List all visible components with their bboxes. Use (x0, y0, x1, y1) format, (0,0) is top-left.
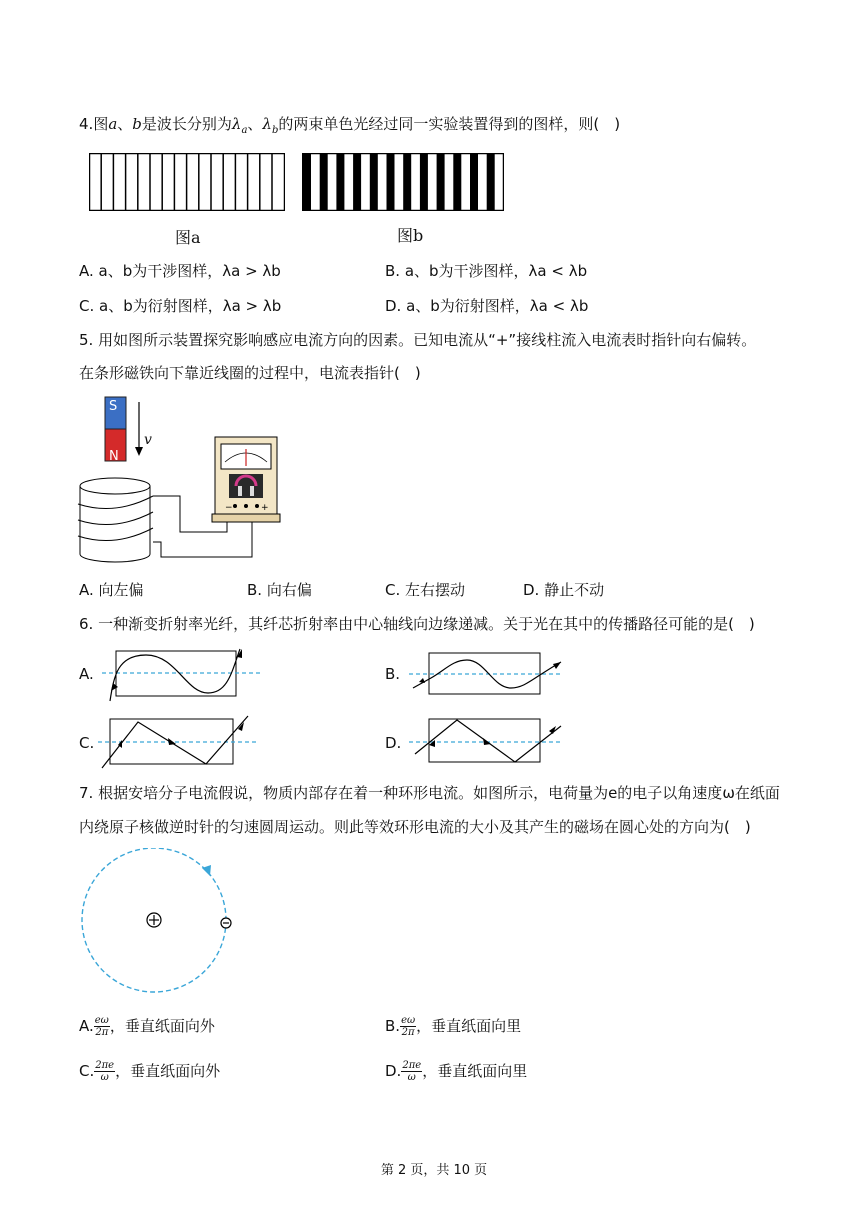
q7-option-b[interactable]: B. $\frac{e\omega}{2\pi}$ ，垂直纸面向里 (385, 1015, 522, 1038)
q4-option-b[interactable]: B. a、b为干涉图样，λa < λb (385, 262, 588, 280)
fringe-bar (387, 154, 395, 210)
fringe-bar (336, 154, 344, 210)
induction-apparatus-diagram (75, 392, 290, 572)
q4-stem: 4.图a、b是波长分别为$\lambda_a$、$\lambda_b$的两束单色光经过同一实验装置得到的图样，则( ) (79, 115, 621, 136)
fringe-bar (303, 154, 311, 210)
fringe-bar (487, 154, 495, 210)
page-footer: 第 2 页，共 10 页 (380, 1163, 488, 1178)
q5-stem-line2: 在条形磁铁向下靠近线圈的过程中，电流表指针( ) (79, 364, 421, 382)
q4-option-d[interactable]: D. a、b为衍射图样，λa < λb (385, 297, 589, 315)
fringe-bar (420, 154, 428, 210)
q5-option-c[interactable]: C. 左右摆动 (385, 581, 466, 599)
fiber-path-option-b[interactable] (405, 648, 570, 700)
fringe-pattern-a (89, 153, 285, 211)
fringe-bar (403, 154, 411, 210)
q6-option-d-label[interactable]: D. (385, 734, 402, 752)
fiber-path-option-d[interactable] (405, 712, 570, 772)
q6-option-a-label[interactable]: A. (79, 665, 94, 683)
q6-option-c-label[interactable]: C. (79, 734, 95, 752)
q5-option-b[interactable]: B. 向右偏 (247, 581, 312, 599)
fig-a-caption: 图a (175, 228, 201, 247)
fiber-path-option-a[interactable] (100, 645, 265, 705)
meter-plus-label: + (261, 503, 269, 513)
q7-stem-line2: 内绕原子核做逆时针的匀速圆周运动。则此等效环形电流的大小及其产生的磁场在圆心处的方向为( ) (79, 818, 751, 836)
fringe-bar (437, 154, 445, 210)
electron-orbit-diagram (78, 848, 238, 998)
velocity-label: v (144, 432, 152, 448)
meter-minus-label: − (225, 503, 233, 513)
fringe-bar (320, 154, 328, 210)
q4-option-c[interactable]: C. a、b为衍射图样，λa > λb (79, 297, 282, 315)
q5-stem-line1: 5. 用如图所示装置探究影响感应电流方向的因素。已知电流从“+”接线柱流入电流表时指针向右偏转。 (79, 331, 757, 349)
q4-option-a[interactable]: A. a、b为干涉图样，λa > λb (79, 262, 281, 280)
fig-b-caption: 图b (397, 226, 424, 245)
q7-option-a[interactable]: A. $\frac{e\omega}{2\pi}$ ，垂直纸面向外 (79, 1015, 215, 1038)
fringe-pattern-b (302, 153, 504, 211)
q5-option-a[interactable]: A. 向左偏 (79, 581, 144, 599)
q7-option-d[interactable]: D. $\frac{2\pi e}{\omega}$ ，垂直纸面向里 (385, 1060, 528, 1083)
fringe-bar (453, 154, 461, 210)
fringe-bar (370, 154, 378, 210)
q7-option-c[interactable]: C. $\frac{2\pi e}{\omega}$ ，垂直纸面向外 (79, 1060, 221, 1083)
q6-option-b-label[interactable]: B. (385, 665, 401, 683)
fringe-bar (353, 154, 361, 210)
q6-stem: 6. 一种渐变折射率光纤，其纤芯折射率由中心轴线向边缘递减。关于光在其中的传播路径可能的是( ) (79, 615, 755, 633)
fiber-path-option-c[interactable] (96, 712, 261, 772)
magnet-n-label: N (109, 449, 119, 464)
q7-stem-line1: 7. 根据安培分子电流假说，物质内部存在着一种环形电流。如图所示，电荷量为e的电子以角速度ω在纸面 (79, 784, 780, 802)
magnet-s-label: S (109, 399, 118, 414)
q5-option-d[interactable]: D. 静止不动 (523, 581, 605, 599)
fringe-bar (470, 154, 478, 210)
